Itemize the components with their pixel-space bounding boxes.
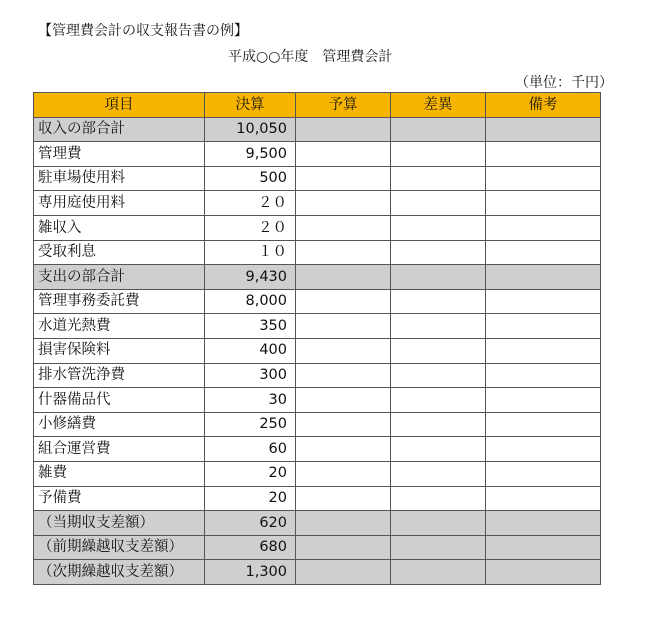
table-row bbox=[34, 191, 601, 216]
cell-difference bbox=[391, 191, 486, 216]
cell-budget bbox=[296, 265, 391, 290]
cell-difference bbox=[391, 363, 486, 388]
cell-budget bbox=[296, 314, 391, 339]
cell-settlement: ２０ bbox=[205, 215, 296, 240]
cell-budget bbox=[296, 166, 391, 191]
cell-difference bbox=[391, 289, 486, 314]
cell-budget bbox=[296, 338, 391, 363]
cell-settlement: 9,430 bbox=[205, 265, 296, 290]
table-row bbox=[34, 338, 601, 363]
cell-settlement: 30 bbox=[205, 388, 296, 413]
cell-difference bbox=[391, 388, 486, 413]
table-row-subtotal bbox=[34, 511, 601, 536]
cell-budget bbox=[296, 412, 391, 437]
cell-item: 専用庭使用料 bbox=[34, 191, 205, 216]
column-header-budget: 予算 bbox=[296, 93, 391, 118]
cell-settlement: 680 bbox=[205, 535, 296, 560]
table-row bbox=[34, 166, 601, 191]
cell-remarks bbox=[486, 117, 601, 142]
cell-difference bbox=[391, 215, 486, 240]
cell-difference bbox=[391, 166, 486, 191]
cell-item: 損害保険料 bbox=[34, 338, 205, 363]
cell-budget bbox=[296, 437, 391, 462]
cell-remarks bbox=[486, 314, 601, 339]
column-header-difference: 差異 bbox=[391, 93, 486, 118]
cell-settlement: 300 bbox=[205, 363, 296, 388]
table-row-subtotal bbox=[34, 560, 601, 585]
cell-settlement: 400 bbox=[205, 338, 296, 363]
cell-settlement: 250 bbox=[205, 412, 296, 437]
cell-budget bbox=[296, 191, 391, 216]
cell-budget bbox=[296, 240, 391, 265]
cell-budget bbox=[296, 289, 391, 314]
cell-item: 排水管洗浄費 bbox=[34, 363, 205, 388]
table-row bbox=[34, 240, 601, 265]
table-row bbox=[34, 388, 601, 413]
column-header-item: 項目 bbox=[34, 93, 205, 118]
cell-budget bbox=[296, 215, 391, 240]
table-row bbox=[34, 437, 601, 462]
cell-budget bbox=[296, 511, 391, 536]
cell-settlement: 500 bbox=[205, 166, 296, 191]
table-row bbox=[34, 215, 601, 240]
cell-difference bbox=[391, 461, 486, 486]
cell-item: 管理費 bbox=[34, 142, 205, 167]
cell-remarks bbox=[486, 486, 601, 511]
cell-remarks bbox=[486, 535, 601, 560]
cell-difference bbox=[391, 535, 486, 560]
cell-settlement: 10,050 bbox=[205, 117, 296, 142]
cell-difference bbox=[391, 511, 486, 536]
cell-settlement: 620 bbox=[205, 511, 296, 536]
cell-settlement: 8,000 bbox=[205, 289, 296, 314]
cell-remarks bbox=[486, 142, 601, 167]
cell-settlement: １０ bbox=[205, 240, 296, 265]
table-body bbox=[34, 117, 601, 584]
table-row bbox=[34, 461, 601, 486]
cell-budget bbox=[296, 461, 391, 486]
cell-item: 予備費 bbox=[34, 486, 205, 511]
cell-budget bbox=[296, 363, 391, 388]
cell-difference bbox=[391, 338, 486, 363]
cell-settlement: ２０ bbox=[205, 191, 296, 216]
cell-item: 支出の部合計 bbox=[34, 265, 205, 290]
cell-difference bbox=[391, 412, 486, 437]
table-row-subtotal bbox=[34, 117, 601, 142]
cell-budget bbox=[296, 560, 391, 585]
cell-settlement: 60 bbox=[205, 437, 296, 462]
cell-difference bbox=[391, 560, 486, 585]
document-title: 【管理費会計の収支報告書の例】 bbox=[38, 23, 248, 39]
table-row-subtotal bbox=[34, 535, 601, 560]
cell-item: （当期収支差額） bbox=[34, 511, 205, 536]
cell-settlement: 9,500 bbox=[205, 142, 296, 167]
cell-item: 収入の部合計 bbox=[34, 117, 205, 142]
cell-remarks bbox=[486, 388, 601, 413]
cell-remarks bbox=[486, 560, 601, 585]
table-row bbox=[34, 412, 601, 437]
cell-difference bbox=[391, 240, 486, 265]
cell-remarks bbox=[486, 511, 601, 536]
cell-difference bbox=[391, 437, 486, 462]
table-header-row bbox=[34, 93, 601, 118]
cell-item: 什器備品代 bbox=[34, 388, 205, 413]
cell-budget bbox=[296, 486, 391, 511]
cell-remarks bbox=[486, 338, 601, 363]
cell-item: 水道光熱費 bbox=[34, 314, 205, 339]
cell-remarks bbox=[486, 215, 601, 240]
cell-difference bbox=[391, 486, 486, 511]
cell-remarks bbox=[486, 412, 601, 437]
cell-item: 小修繕費 bbox=[34, 412, 205, 437]
cell-item: （次期繰越収支差額） bbox=[34, 560, 205, 585]
cell-budget bbox=[296, 535, 391, 560]
cell-budget bbox=[296, 117, 391, 142]
cell-difference bbox=[391, 265, 486, 290]
cell-remarks bbox=[486, 240, 601, 265]
cell-item: 管理事務委託費 bbox=[34, 289, 205, 314]
cell-item: （前期繰越収支差額） bbox=[34, 535, 205, 560]
cell-remarks bbox=[486, 363, 601, 388]
cell-remarks bbox=[486, 166, 601, 191]
cell-remarks bbox=[486, 265, 601, 290]
cell-item: 組合運営費 bbox=[34, 437, 205, 462]
table-row bbox=[34, 142, 601, 167]
cell-item: 受取利息 bbox=[34, 240, 205, 265]
cell-remarks bbox=[486, 289, 601, 314]
cell-budget bbox=[296, 142, 391, 167]
table-row-subtotal bbox=[34, 265, 601, 290]
cell-remarks bbox=[486, 437, 601, 462]
cell-settlement: 20 bbox=[205, 486, 296, 511]
cell-settlement: 1,300 bbox=[205, 560, 296, 585]
table-row bbox=[34, 289, 601, 314]
cell-budget bbox=[296, 388, 391, 413]
cell-difference bbox=[391, 142, 486, 167]
table-row bbox=[34, 363, 601, 388]
column-header-settlement: 決算 bbox=[205, 93, 296, 118]
cell-item: 雑収入 bbox=[34, 215, 205, 240]
document-subtitle: 平成○○年度 管理費会計 bbox=[228, 49, 393, 65]
table-row bbox=[34, 486, 601, 511]
cell-settlement: 20 bbox=[205, 461, 296, 486]
income-expense-table bbox=[33, 92, 601, 585]
cell-item: 駐車場使用料 bbox=[34, 166, 205, 191]
cell-difference bbox=[391, 117, 486, 142]
cell-remarks bbox=[486, 191, 601, 216]
column-header-remarks: 備考 bbox=[486, 93, 601, 118]
cell-settlement: 350 bbox=[205, 314, 296, 339]
table-row bbox=[34, 314, 601, 339]
unit-label: （単位：千円） bbox=[515, 75, 613, 91]
cell-item: 雑費 bbox=[34, 461, 205, 486]
cell-remarks bbox=[486, 461, 601, 486]
cell-difference bbox=[391, 314, 486, 339]
